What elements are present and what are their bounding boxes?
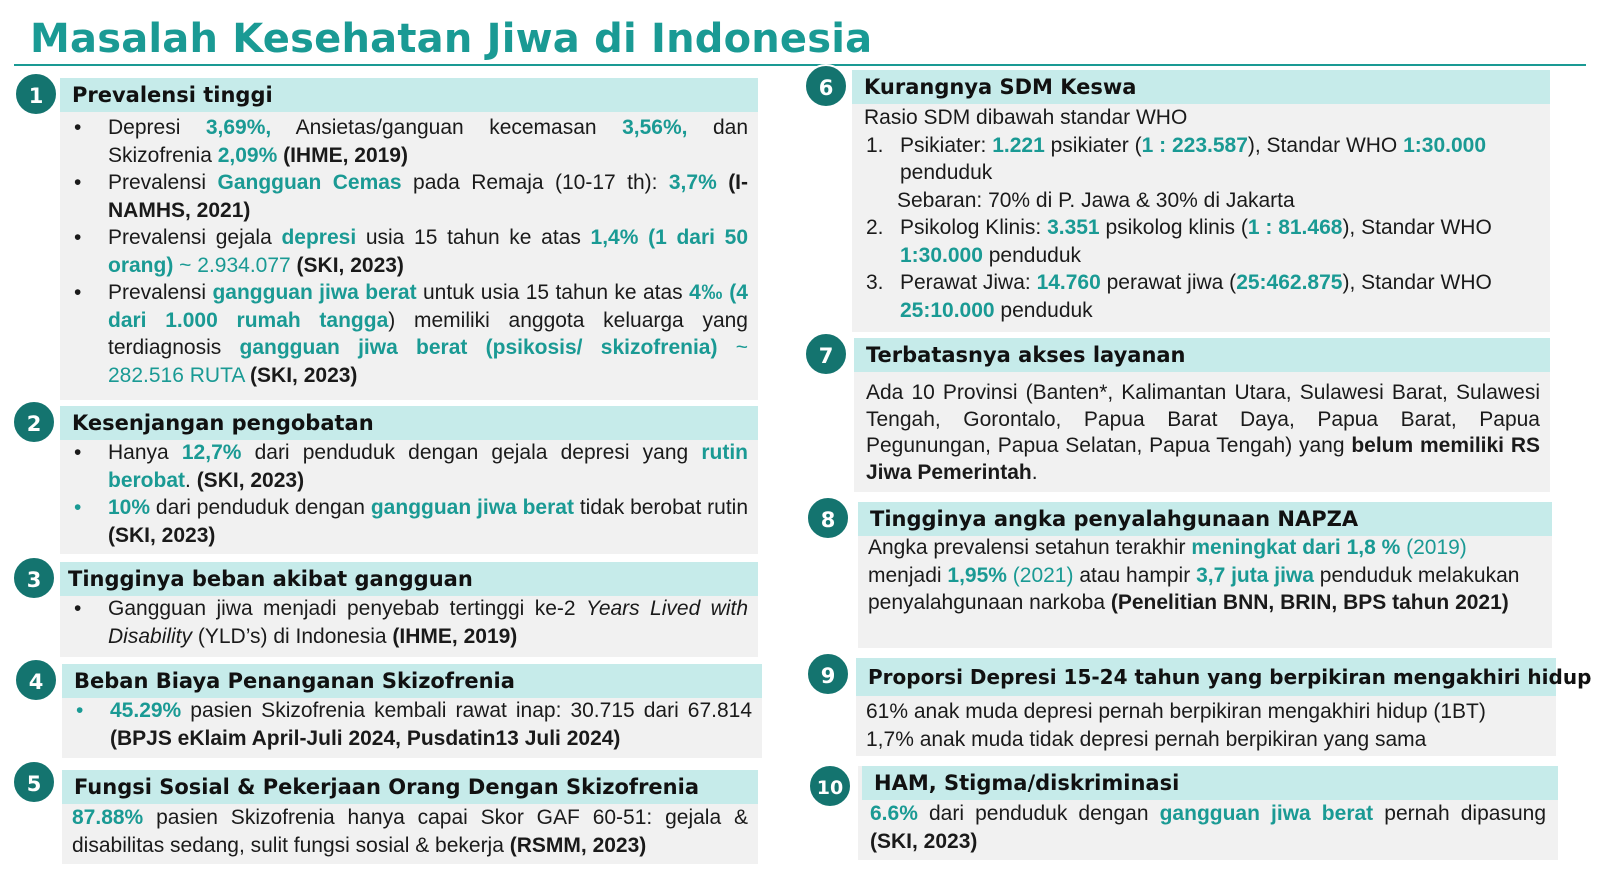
section-heading: Fungsi Sosial & Pekerjaan Orang Dengan Skizofrenia (62, 770, 758, 804)
list-item: • Prevalensi gangguan jiwa berat untuk usia 15 tahun ke atas 4‰ (4 dari 1.000 rumah tangga) memiliki anggota keluarga yang terdiagnosis gangguan jiwa berat (psikosis/ skizofrenia) ~ 282.516 RUTA (SKI, 2023) (60, 279, 758, 389)
section-heading: Tingginya beban akibat gangguan (60, 562, 758, 596)
section-heading: HAM, Stigma/diskriminasi (862, 766, 1558, 800)
section-number-badge: 2 (12, 400, 56, 444)
section-line: 61% anak muda depresi pernah berpikiran mengakhiri hidup (1BT) (866, 700, 1486, 723)
section-number-badge: 9 (806, 652, 850, 696)
section-heading: Terbatasnya akses layanan (854, 338, 1550, 372)
section-fungsi-sosial (62, 770, 758, 864)
section-text: Ada 10 Provinsi (Banten*, Kalimantan Utara, Sulawesi Barat, Sulawesi Tengah, Gorontalo, Papua Barat Daya, Papua Barat, Papua Pegunungan, Papua Selatan, Papua Tengah) yang belum memiliki RS Jiwa Pemerintah. (866, 381, 1540, 484)
section-prevalensi (60, 78, 758, 400)
section-text: 87.88% pasien Skizofrenia hanya capai Skor GAF 60-51: gejala & disabilitas sedang, sulit fungsi sosial & bekerja (RSMM, 2023) (72, 806, 748, 857)
section-beban-gangguan (60, 562, 758, 657)
list-item: 2. Psikolog Klinis: 3.351 psikolog klinis (1 : 81.468), Standar WHO 1:30.000 penduduk (866, 216, 1492, 267)
list-item: • 45.29% pasien Skizofrenia kembali rawat inap: 30.715 dari 67.814 (BPJS eKlaim April-Juli 2024, Pusdatin13 Juli 2024) (62, 697, 762, 752)
list-item: 1. Psikiater: 1.221 psikiater (1 : 223.587), Standar WHO 1:30.000 penduduk Sebaran: 70% di P. Jawa & 30% di Jakarta (864, 132, 1540, 215)
section-kesenjangan (60, 406, 758, 554)
section-heading: Beban Biaya Penanganan Skizofrenia (62, 664, 762, 698)
section-number-badge: 8 (806, 496, 850, 540)
section-number-badge: 4 (14, 658, 58, 702)
section-number-badge: 7 (804, 332, 848, 376)
section-number-badge: 1 (14, 72, 58, 116)
list-item: • Gangguan jiwa menjadi penyebab tertinggi ke-2 Years Lived with Disability (YLD’s) di Indonesia (IHME, 2019) (60, 595, 758, 650)
page-title: Masalah Kesehatan Jiwa di Indonesia (30, 16, 873, 62)
list-item: • Hanya 12,7% dari penduduk dengan gejala depresi yang rutin berobat. (SKI, 2023) (60, 439, 758, 494)
section-intro: Rasio SDM dibawah standar WHO (864, 106, 1188, 129)
title-divider (14, 64, 1586, 66)
section-akses-layanan (854, 338, 1550, 492)
section-biaya-skizofrenia (62, 664, 762, 758)
section-number-badge: 6 (804, 64, 848, 108)
section-number-badge: 10 (808, 764, 852, 808)
list-item: • Prevalensi Gangguan Cemas pada Remaja (10-17 th): 3,7% (I-NAMHS, 2021) (60, 169, 758, 224)
section-heading: Proporsi Depresi 15-24 tahun yang berpikiran mengakhiri hidup (856, 658, 1556, 696)
section-heading: Prevalensi tinggi (60, 78, 758, 112)
section-napza (858, 502, 1552, 648)
section-line: 1,7% anak muda tidak depresi pernah berpikiran yang sama (866, 727, 1427, 751)
section-text: Angka prevalensi setahun terakhir meningkat dari 1,8 % (2019) menjadi 1,95% (2021) atau hampir 3,7 juta jiwa penduduk melakukan penyalahgunaan narkoba (Penelitian BNN, BRIN, BPS tahun 2021) (868, 536, 1520, 614)
section-text: 6.6% dari penduduk dengan gangguan jiwa berat pernah dipasung (SKI, 2023) (870, 802, 1546, 853)
section-proporsi-depresi (856, 658, 1592, 756)
list-item: • Prevalensi gejala depresi usia 15 tahun ke atas 1,4% (1 dari 50 orang) ~ 2.934.077 (SKI, 2023) (60, 224, 758, 279)
list-item: • 10% dari penduduk dengan gangguan jiwa berat tidak berobat rutin (SKI, 2023) (60, 494, 758, 549)
list-subtext: Sebaran: 70% di P. Jawa & 30% di Jakarta (897, 188, 1295, 212)
section-number-badge: 5 (12, 760, 56, 804)
section-sdm-keswa (852, 70, 1550, 332)
section-number-badge: 3 (12, 556, 56, 600)
section-heading: Kesenjangan pengobatan (60, 406, 758, 440)
section-heading: Kurangnya SDM Keswa (852, 70, 1550, 104)
list-item: 3. Perawat Jiwa: 14.760 perawat jiwa (25:462.875), Standar WHO 25:10.000 penduduk (866, 271, 1492, 322)
section-heading: Tingginya angka penyalahgunaan NAPZA (858, 502, 1552, 536)
section-ham-stigma (858, 766, 1558, 860)
list-item: • Depresi 3,69%, Ansietas/ganguan kecemasan 3,56%, dan Skizofrenia 2,09% (IHME, 2019) (60, 114, 758, 169)
